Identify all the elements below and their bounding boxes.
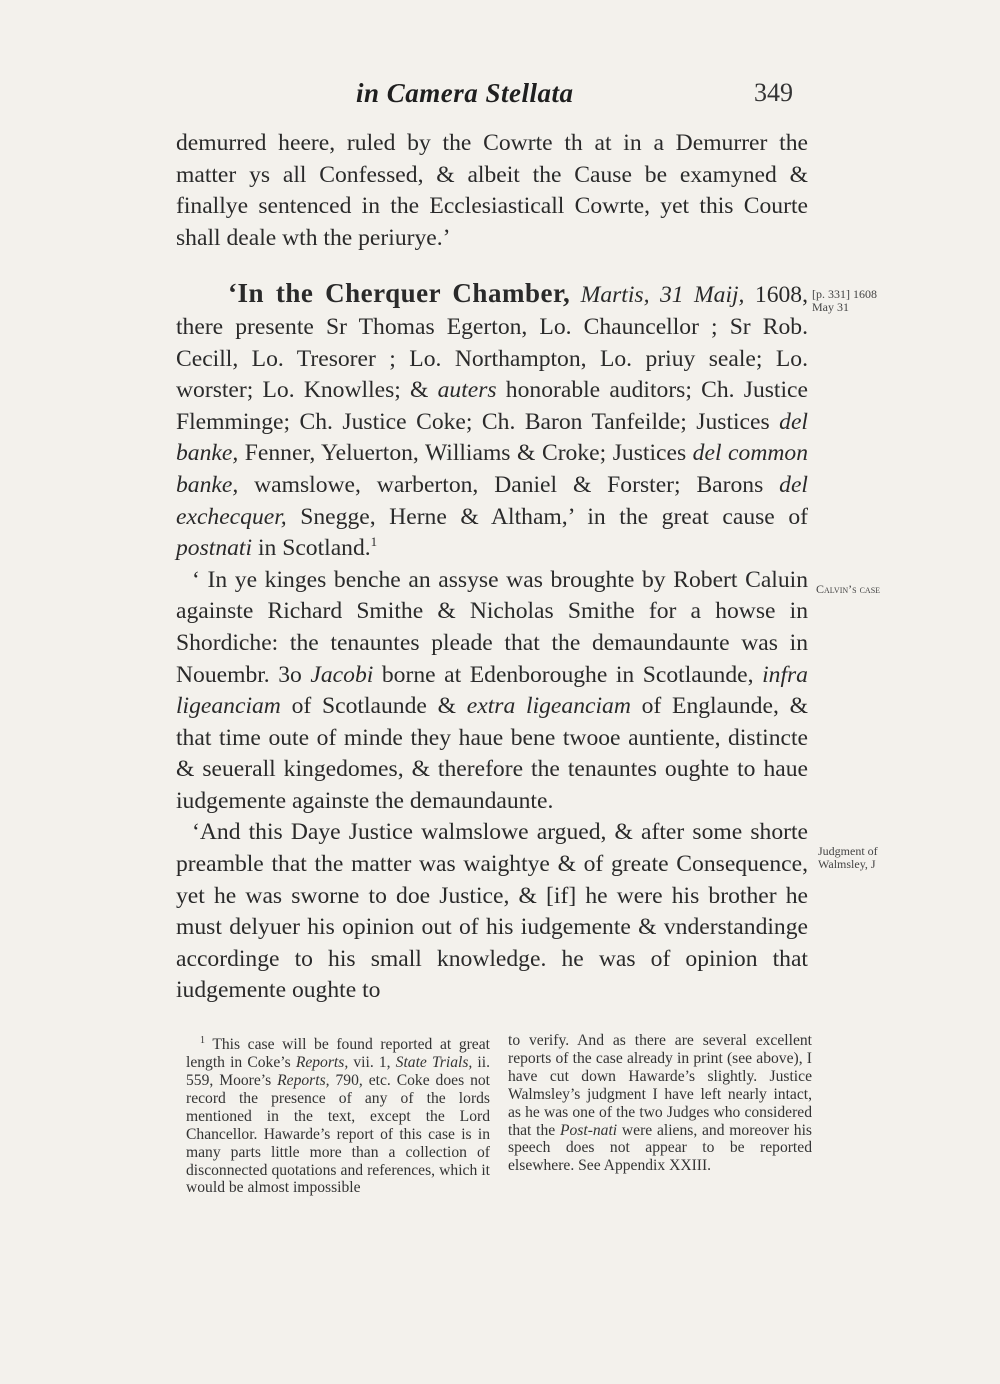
- paragraph-cherquer-chamber: [176, 278, 808, 564]
- text-run: of Scotlaunde &: [280, 693, 456, 720]
- text-run: wamslowe, warberton, Daniel & Forster; Barons: [238, 471, 764, 498]
- paragraph-calvins-case: [176, 565, 808, 818]
- date-text: Martis, 31 Maij,: [570, 282, 745, 309]
- text-run: ‘ In ye kinges benche an assyse was broughte by Robert Caluin againste Richard Smithe & Nicholas Smithe for a howse in Shordiche: the tenauntes pleade that the demaundaunte was in Nouembr. 3o: [176, 566, 808, 688]
- italic-run: postnati: [176, 535, 253, 562]
- margin-note-date: [p. 331] 1608 May 31: [812, 287, 877, 314]
- text-run: Snegge, Herne & Altham,’ in the great cause of: [286, 503, 808, 530]
- footnote-column-left: [186, 1032, 490, 1197]
- text-run: to verify. And as there are several excellent reports of the case already in print (see above), I have cut down Hawarde’s slightly. Justice Walmsley’s judgment I have left nearly intact, as he was one of the two Judges who considered that the: [508, 1032, 812, 1139]
- footnotes: [186, 1032, 812, 1197]
- text-run: were aliens, and moreover his speech does not appear to be reported elsewhere. See Appendix XXIII.: [508, 1121, 812, 1175]
- text-run: ii. 559, Moore’s: [186, 1054, 490, 1089]
- italic-run: Jacobi: [301, 661, 374, 688]
- italic-run: Post-nati: [555, 1121, 618, 1139]
- footnote-mark: 1: [200, 1035, 205, 1046]
- page-number: 349: [754, 78, 793, 107]
- italic-run: del exchecquer,: [176, 471, 808, 530]
- footnote-reference[interactable]: 1: [370, 534, 378, 550]
- text-run: 1608, there presente Sr Thomas Egerton, Lo. Chauncellor ; Sr Rob. Cecill, Lo. Tresorer ; Lo. Northampton, Lo. priuy seale; Lo. worster; Lo. Knowlles; &: [176, 282, 808, 404]
- italic-run: auters: [428, 377, 497, 404]
- section-heading: ‘In the Cherquer Chamber,: [228, 278, 571, 309]
- text-run: 790, etc. Coke does not record the presence of any of the lords mentioned in the text, except the Lord Chancellor. Hawarde’s report of this case is in many parts little more than a collection of disconnected quotations and references, which it would be almost impossible: [186, 1072, 490, 1197]
- footnote-text-continued: [508, 1032, 812, 1175]
- margin-note-judgment: Judgment of Walmsley, J: [818, 844, 878, 871]
- text-run: Fenner, Yeluerton, Williams & Croke; Justices: [238, 440, 687, 467]
- italic-run: Reports,: [290, 1054, 349, 1072]
- text-run: This case will be found reported at great length in Coke’s: [186, 1036, 490, 1072]
- text-run: borne at Edenboroughe in Scotlaunde,: [373, 661, 754, 688]
- paragraph-continuation: demurred heere, ruled by the Cowrte th at in a Demurrer the matter ys all Confessed, & albeit the Cause be examyned & finallye sentenced in the Ecclesiasticall Cowrte, yet this Courte shall deale wth the periurye.’: [176, 130, 808, 251]
- footnote-text: [186, 1032, 490, 1197]
- text-run: vii. 1,: [348, 1054, 391, 1072]
- italic-run: Reports,: [271, 1072, 330, 1089]
- paragraph-walmsley: ‘And this Daye Justice walmslowe argued, & after some shorte preamble that the matter was waightye & of greate Consequence, yet he was sworne to doe Justice, & [if] he were his brother he must delyuer his opinion out of his iudgemente & vnderstandinge accordinge to his small knowledge. he was of opinion that iudgemente oughte to: [176, 819, 808, 1004]
- main-text: [176, 128, 808, 1007]
- text-run: of Englaunde, & that time oute of minde they haue bene twooe auntiente, distincte & seuerall kingedomes, & therefore the tenauntes oughte to haue iudgemente againste the demaundaunte.: [176, 693, 808, 814]
- italic-run: del banke,: [176, 408, 808, 467]
- text-run: honorable auditors; Ch. Justice Flemminge; Ch. Justice Coke; Ch. Baron Tanfeilde; Justices: [176, 377, 808, 435]
- italic-run: del common banke,: [176, 440, 808, 498]
- running-title: in Camera Stellata: [356, 78, 574, 108]
- italic-run: infra ligeanciam: [176, 661, 808, 720]
- italic-run: State Trials,: [390, 1054, 473, 1072]
- footnote-column-right: [508, 1032, 812, 1197]
- italic-run: extra ligeanciam: [456, 693, 631, 720]
- margin-note-calvins-case: Calvin’s case: [816, 582, 881, 596]
- text-run: in Scotland.: [252, 535, 371, 562]
